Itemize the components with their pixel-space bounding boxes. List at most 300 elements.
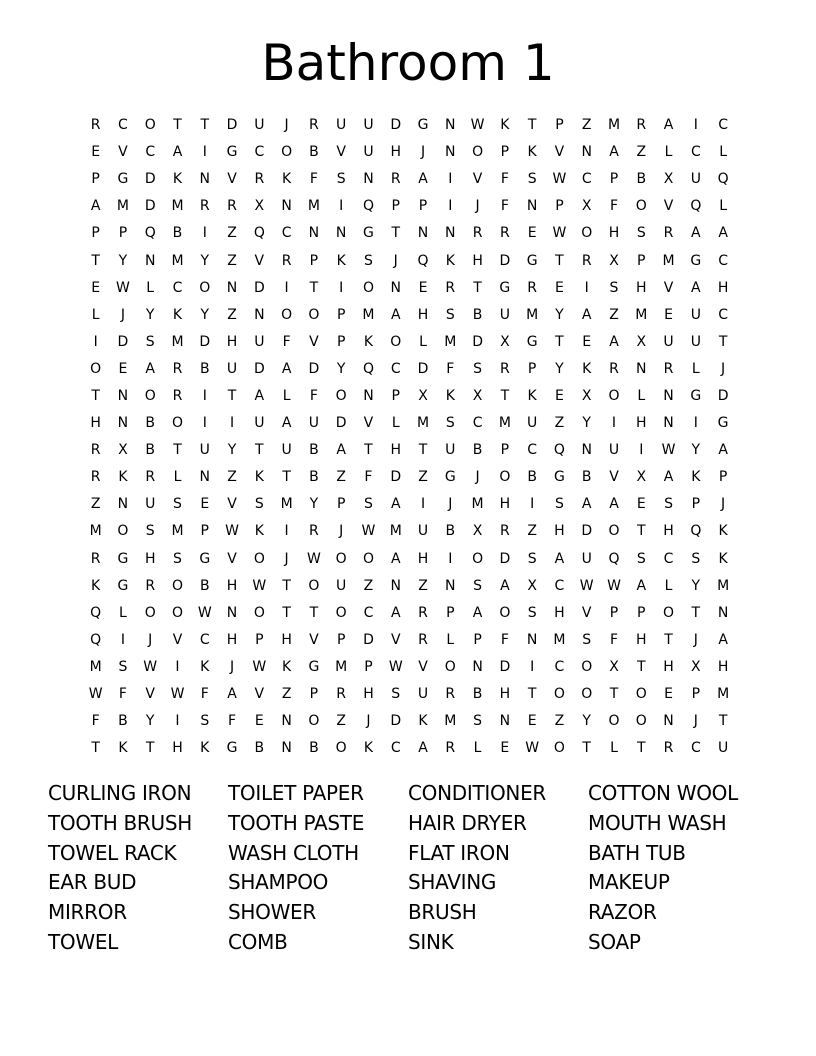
grid-letter: S bbox=[664, 496, 673, 513]
grid-letter: O bbox=[635, 198, 647, 215]
grid-letter: G bbox=[117, 550, 129, 567]
grid-letter: H bbox=[281, 631, 292, 648]
grid-letter: E bbox=[91, 144, 101, 161]
grid-letter: O bbox=[472, 144, 484, 161]
grid-letter: R bbox=[445, 279, 456, 296]
grid-letter: K bbox=[718, 550, 728, 567]
grid-letter: D bbox=[144, 198, 156, 215]
grid-letter: U bbox=[608, 442, 620, 459]
grid-letter: P bbox=[364, 658, 373, 675]
grid-letter: P bbox=[336, 306, 346, 323]
grid-letter: Q bbox=[417, 252, 429, 269]
grid-letter: D bbox=[226, 117, 238, 134]
grid-letter: T bbox=[309, 604, 319, 621]
grid-letter: U bbox=[254, 333, 265, 350]
grid-letter: Y bbox=[227, 442, 237, 459]
grid-letter: P bbox=[309, 686, 319, 703]
grid-letter: C bbox=[472, 415, 483, 432]
grid-letter: W bbox=[225, 523, 239, 540]
grid-letter: B bbox=[445, 523, 456, 540]
grid-letter: L bbox=[473, 740, 482, 757]
grid-letter: A bbox=[609, 144, 619, 161]
grid-letter: O bbox=[581, 225, 593, 242]
grid-letter: T bbox=[364, 442, 373, 459]
grid-letter: O bbox=[444, 658, 456, 675]
grid-letter: K bbox=[718, 523, 728, 540]
grid-letter: I bbox=[284, 279, 289, 296]
grid-letter: U bbox=[254, 117, 265, 134]
word-list-item: CONDITIONER bbox=[408, 781, 547, 805]
grid-letter: Y bbox=[118, 252, 128, 269]
grid-letter: P bbox=[336, 333, 346, 350]
grid-letter: H bbox=[636, 415, 647, 432]
grid-letter: S bbox=[445, 306, 455, 323]
grid-letter: Q bbox=[553, 442, 565, 459]
grid-letter: N bbox=[363, 387, 374, 404]
grid-letter: O bbox=[581, 686, 593, 703]
grid-letter: O bbox=[499, 469, 511, 486]
grid-letter: N bbox=[717, 604, 729, 621]
grid-letter: O bbox=[253, 550, 265, 567]
grid-letter: G bbox=[526, 252, 538, 269]
grid-letter: C bbox=[554, 577, 565, 594]
grid-letter: P bbox=[255, 631, 264, 648]
grid-letter: V bbox=[390, 631, 401, 648]
grid-letter: T bbox=[555, 252, 564, 269]
grid-letter: X bbox=[527, 577, 537, 594]
grid-letter: U bbox=[281, 442, 292, 459]
grid-letter: P bbox=[500, 442, 510, 459]
grid-letter: N bbox=[199, 171, 210, 188]
grid-letter: F bbox=[228, 713, 237, 730]
grid-letter: R bbox=[499, 360, 510, 377]
grid-letter: Y bbox=[555, 306, 564, 323]
grid-letter: A bbox=[663, 117, 674, 134]
grid-letter: S bbox=[391, 686, 401, 703]
grid-letter: A bbox=[145, 360, 155, 377]
grid-letter: U bbox=[663, 333, 674, 350]
grid-letter: H bbox=[663, 523, 674, 540]
grid-letter: P bbox=[637, 252, 646, 269]
grid-letter: X bbox=[472, 523, 483, 540]
grid-letter: D bbox=[390, 469, 402, 486]
word-list-item: COMB bbox=[228, 929, 288, 954]
grid-letter: A bbox=[172, 144, 183, 161]
grid-letter: B bbox=[527, 469, 537, 486]
grid-letter: P bbox=[336, 496, 346, 513]
grid-letter: N bbox=[254, 306, 265, 323]
grid-letter: I bbox=[284, 523, 289, 540]
grid-letter: J bbox=[448, 496, 453, 513]
grid-letter: L bbox=[119, 604, 127, 621]
word-list-item: CURLING IRON bbox=[48, 781, 192, 805]
grid-letter: O bbox=[199, 279, 211, 296]
grid-letter: I bbox=[202, 144, 207, 161]
grid-letter: J bbox=[721, 360, 726, 377]
grid-letter: I bbox=[93, 333, 98, 350]
grid-letter: G bbox=[553, 469, 565, 486]
grid-letter: A bbox=[472, 604, 483, 621]
word-list-item: SHOWER bbox=[228, 900, 316, 925]
grid-letter: S bbox=[173, 550, 182, 567]
grid-letter: R bbox=[663, 360, 674, 377]
grid-letter: J bbox=[284, 117, 289, 134]
word-list-item: SHAMPOO bbox=[228, 870, 329, 895]
word-list-item: HAIR DRYER bbox=[408, 810, 527, 835]
grid-letter: Z bbox=[281, 686, 292, 703]
grid-letter: V bbox=[363, 415, 374, 432]
grid-letter: U bbox=[499, 306, 510, 323]
grid-letter: A bbox=[636, 577, 647, 594]
grid-letter: C bbox=[172, 279, 183, 296]
grid-letter: M bbox=[416, 415, 430, 432]
grid-letter: D bbox=[390, 713, 402, 730]
grid-letter: L bbox=[610, 740, 618, 757]
grid-letter: Y bbox=[145, 713, 155, 730]
grid-letter: N bbox=[445, 144, 456, 161]
grid-letter: Z bbox=[581, 117, 592, 134]
grid-letter: O bbox=[581, 658, 593, 675]
grid-letter: Q bbox=[90, 604, 102, 621]
grid-letter: I bbox=[584, 279, 589, 296]
grid-letter: D bbox=[253, 360, 265, 377]
grid-letter: O bbox=[362, 550, 374, 567]
grid-row bbox=[82, 410, 737, 437]
grid-letter: R bbox=[636, 117, 647, 134]
grid-letter: G bbox=[417, 117, 429, 134]
grid-letter: J bbox=[366, 713, 371, 730]
grid-letter: I bbox=[420, 496, 426, 513]
grid-letter: P bbox=[691, 496, 701, 513]
grid-letter: N bbox=[663, 415, 674, 432]
grid-letter: H bbox=[554, 604, 565, 621]
grid-letter: O bbox=[281, 144, 293, 161]
grid-letter: R bbox=[172, 387, 183, 404]
grid-letter: H bbox=[472, 252, 483, 269]
grid-letter: H bbox=[144, 550, 156, 567]
grid-letter: H bbox=[499, 686, 511, 703]
grid-letter: V bbox=[227, 171, 237, 188]
grid-letter: L bbox=[719, 144, 728, 161]
grid-letter: E bbox=[200, 496, 210, 513]
grid-row bbox=[82, 681, 737, 708]
grid-letter: O bbox=[308, 713, 320, 730]
grid-letter: D bbox=[581, 523, 593, 540]
grid-letter: E bbox=[664, 686, 673, 703]
grid-letter: M bbox=[444, 333, 457, 350]
grid-letter: T bbox=[582, 740, 591, 757]
grid-letter: Q bbox=[253, 225, 265, 242]
grid-letter: R bbox=[90, 117, 101, 134]
grid-letter: W bbox=[252, 577, 267, 594]
grid-letter: A bbox=[554, 550, 565, 567]
grid-row bbox=[82, 112, 737, 139]
grid-letter: X bbox=[609, 658, 619, 675]
grid-letter: F bbox=[500, 198, 509, 215]
grid-letter: Z bbox=[363, 577, 374, 594]
grid-letter: C bbox=[527, 442, 538, 459]
grid-letter: M bbox=[389, 523, 402, 540]
grid-letter: M bbox=[280, 496, 293, 513]
grid-letter: Z bbox=[336, 469, 346, 486]
grid-letter: S bbox=[609, 279, 619, 296]
grid-letter: B bbox=[172, 225, 183, 242]
grid-letter: N bbox=[281, 198, 292, 215]
grid-letter: M bbox=[89, 523, 102, 540]
grid-letter: H bbox=[363, 686, 374, 703]
grid-letter: O bbox=[144, 604, 156, 621]
grid-letter: U bbox=[445, 442, 456, 459]
grid-letter: O bbox=[171, 604, 183, 621]
grid-letter: T bbox=[718, 333, 728, 350]
grid-letter: P bbox=[609, 604, 619, 621]
grid-letter: D bbox=[390, 117, 402, 134]
grid-letter: Y bbox=[145, 306, 155, 323]
grid-letter: N bbox=[117, 387, 129, 404]
grid-letter: N bbox=[663, 387, 674, 404]
grid-letter: F bbox=[91, 713, 100, 730]
grid-letter: P bbox=[609, 171, 619, 188]
grid-letter: S bbox=[473, 713, 483, 730]
grid-letter: O bbox=[553, 740, 565, 757]
word-list-item: TOOTH PASTE bbox=[228, 810, 365, 835]
grid-letter: L bbox=[664, 577, 673, 594]
grid-letter: A bbox=[390, 604, 401, 621]
grid-letter: W bbox=[607, 577, 621, 594]
grid-letter: X bbox=[581, 198, 592, 215]
grid-letter: O bbox=[553, 686, 565, 703]
grid-letter: A bbox=[418, 740, 428, 757]
grid-letter: R bbox=[172, 360, 183, 377]
grid-letter: M bbox=[362, 306, 375, 323]
grid-letter: B bbox=[199, 577, 210, 594]
grid-letter: F bbox=[500, 631, 509, 648]
grid-letter: O bbox=[663, 604, 675, 621]
grid-letter: N bbox=[390, 279, 401, 296]
grid-letter: S bbox=[582, 631, 592, 648]
grid-letter: X bbox=[636, 469, 647, 486]
grid-letter: R bbox=[90, 442, 101, 459]
grid-letter: S bbox=[554, 496, 564, 513]
grid-letter: O bbox=[253, 604, 265, 621]
grid-letter: M bbox=[717, 577, 730, 594]
grid-row bbox=[82, 518, 737, 545]
grid-letter: A bbox=[609, 333, 619, 350]
grid-letter: J bbox=[229, 658, 235, 675]
grid-letter: H bbox=[226, 631, 238, 648]
grid-row bbox=[82, 329, 737, 356]
grid-letter: Q bbox=[690, 198, 702, 215]
grid-letter: X bbox=[254, 198, 265, 215]
grid-letter: C bbox=[145, 144, 156, 161]
grid-letter: S bbox=[364, 252, 373, 269]
grid-letter: V bbox=[118, 144, 128, 161]
grid-letter: U bbox=[690, 306, 701, 323]
grid-letter: D bbox=[499, 658, 511, 675]
grid-letter: R bbox=[390, 171, 401, 188]
grid-letter: W bbox=[88, 686, 103, 703]
grid-letter: Y bbox=[555, 360, 564, 377]
grid-row bbox=[82, 546, 737, 573]
grid-letter: B bbox=[472, 442, 483, 459]
grid-letter: Z bbox=[418, 469, 428, 486]
grid-row bbox=[82, 275, 737, 302]
word-list-item: MOUTH WASH bbox=[588, 810, 727, 835]
grid-letter: M bbox=[607, 117, 621, 134]
grid-letter: L bbox=[691, 360, 700, 377]
grid-letter: R bbox=[499, 225, 510, 242]
grid-letter: O bbox=[90, 360, 102, 377]
grid-letter: B bbox=[309, 442, 319, 459]
grid-letter: K bbox=[172, 306, 183, 323]
grid-letter: O bbox=[144, 387, 156, 404]
grid-letter: S bbox=[118, 658, 128, 675]
grid-row bbox=[82, 193, 737, 220]
grid-letter: I bbox=[530, 496, 535, 513]
grid-letter: H bbox=[390, 442, 401, 459]
grid-letter: Z bbox=[227, 225, 237, 242]
grid-letter: I bbox=[693, 415, 698, 432]
grid-letter: N bbox=[417, 225, 429, 242]
grid-letter: V bbox=[145, 686, 155, 703]
word-list-item: MAKEUP bbox=[588, 870, 670, 895]
grid-letter: V bbox=[254, 252, 265, 269]
grid-letter: M bbox=[116, 198, 129, 215]
grid-letter: P bbox=[446, 604, 455, 621]
grid-letter: U bbox=[417, 523, 429, 540]
grid-letter: V bbox=[172, 631, 183, 648]
grid-letter: K bbox=[172, 171, 183, 188]
grid-letter: G bbox=[690, 252, 702, 269]
grid-letter: O bbox=[635, 686, 647, 703]
grid-letter: P bbox=[418, 198, 428, 215]
grid-letter: L bbox=[146, 279, 155, 296]
grid-letter: J bbox=[420, 144, 426, 161]
grid-letter: F bbox=[364, 469, 373, 486]
grid-letter: L bbox=[637, 387, 646, 404]
grid-letter: Q bbox=[362, 360, 374, 377]
grid-letter: O bbox=[335, 550, 347, 567]
grid-letter: A bbox=[609, 496, 619, 513]
grid-letter: O bbox=[390, 333, 402, 350]
grid-letter: Q bbox=[690, 523, 702, 540]
grid-letter: T bbox=[282, 604, 291, 621]
grid-letter: N bbox=[281, 740, 292, 757]
grid-row bbox=[82, 654, 737, 681]
grid-letter: S bbox=[527, 604, 537, 621]
grid-letter: P bbox=[637, 604, 646, 621]
word-list-item: RAZOR bbox=[588, 900, 657, 925]
grid-letter: S bbox=[364, 496, 373, 513]
grid-letter: F bbox=[309, 387, 318, 404]
grid-letter: E bbox=[527, 225, 537, 242]
grid-letter: F bbox=[309, 171, 318, 188]
grid-letter: T bbox=[255, 442, 264, 459]
grid-letter: M bbox=[471, 496, 484, 513]
grid-letter: M bbox=[526, 306, 539, 323]
grid-letter: W bbox=[116, 279, 130, 296]
word-list-item: MIRROR bbox=[48, 900, 127, 925]
grid-letter: R bbox=[145, 469, 156, 486]
word-list-item: COTTON WOOL bbox=[588, 781, 738, 805]
letter-grid bbox=[82, 112, 737, 762]
grid-letter: D bbox=[199, 333, 211, 350]
grid-letter: Z bbox=[554, 415, 565, 432]
grid-letter: P bbox=[309, 252, 319, 269]
grid-letter: R bbox=[309, 117, 319, 134]
grid-letter: T bbox=[500, 387, 510, 404]
grid-letter: E bbox=[418, 279, 428, 296]
grid-letter: V bbox=[418, 658, 428, 675]
grid-letter: P bbox=[336, 631, 346, 648]
grid-letter: W bbox=[306, 550, 321, 567]
grid-letter: C bbox=[254, 144, 265, 161]
grid-row bbox=[82, 139, 737, 166]
grid-letter: V bbox=[227, 550, 237, 567]
grid-letter: U bbox=[363, 117, 374, 134]
grid-letter: G bbox=[363, 225, 374, 242]
grid-letter: D bbox=[717, 387, 729, 404]
grid-letter: O bbox=[335, 387, 347, 404]
grid-letter: Z bbox=[227, 252, 237, 269]
grid-letter: L bbox=[282, 387, 291, 404]
grid-letter: A bbox=[691, 225, 701, 242]
grid-letter: P bbox=[718, 469, 728, 486]
grid-letter: S bbox=[473, 577, 483, 594]
grid-letter: B bbox=[145, 442, 155, 459]
grid-letter: G bbox=[117, 577, 129, 594]
grid-letter: A bbox=[663, 469, 674, 486]
grid-letter: U bbox=[336, 117, 347, 134]
grid-letter: F bbox=[446, 360, 455, 377]
grid-letter: M bbox=[717, 686, 730, 703]
grid-letter: D bbox=[335, 415, 347, 432]
grid-letter: T bbox=[691, 604, 701, 621]
grid-letter: E bbox=[118, 360, 128, 377]
grid-letter: T bbox=[200, 117, 210, 134]
grid-letter: L bbox=[173, 469, 182, 486]
grid-letter: V bbox=[609, 469, 619, 486]
grid-letter: A bbox=[581, 306, 592, 323]
grid-letter: J bbox=[120, 306, 125, 323]
grid-letter: P bbox=[473, 631, 482, 648]
grid-letter: W bbox=[197, 604, 212, 621]
grid-letter: I bbox=[530, 658, 535, 675]
grid-letter: F bbox=[500, 171, 509, 188]
grid-letter: T bbox=[227, 387, 237, 404]
grid-letter: O bbox=[281, 306, 293, 323]
grid-letter: J bbox=[693, 713, 698, 730]
grid-letter: R bbox=[581, 252, 592, 269]
grid-letter: C bbox=[390, 360, 401, 377]
grid-letter: S bbox=[636, 550, 646, 567]
grid-letter: R bbox=[418, 631, 428, 648]
grid-letter: S bbox=[473, 360, 483, 377]
grid-letter: R bbox=[254, 171, 265, 188]
grid-letter: A bbox=[691, 279, 701, 296]
grid-letter: O bbox=[499, 604, 511, 621]
grid-letter: Z bbox=[336, 713, 346, 730]
grid-letter: I bbox=[175, 713, 180, 730]
grid-letter: H bbox=[390, 144, 401, 161]
grid-letter: K bbox=[200, 658, 210, 675]
grid-letter: V bbox=[581, 604, 592, 621]
grid-letter: J bbox=[721, 496, 726, 513]
grid-letter: U bbox=[717, 740, 729, 757]
grid-letter: L bbox=[719, 198, 728, 215]
grid-letter: P bbox=[500, 144, 510, 161]
grid-letter: C bbox=[554, 658, 565, 675]
